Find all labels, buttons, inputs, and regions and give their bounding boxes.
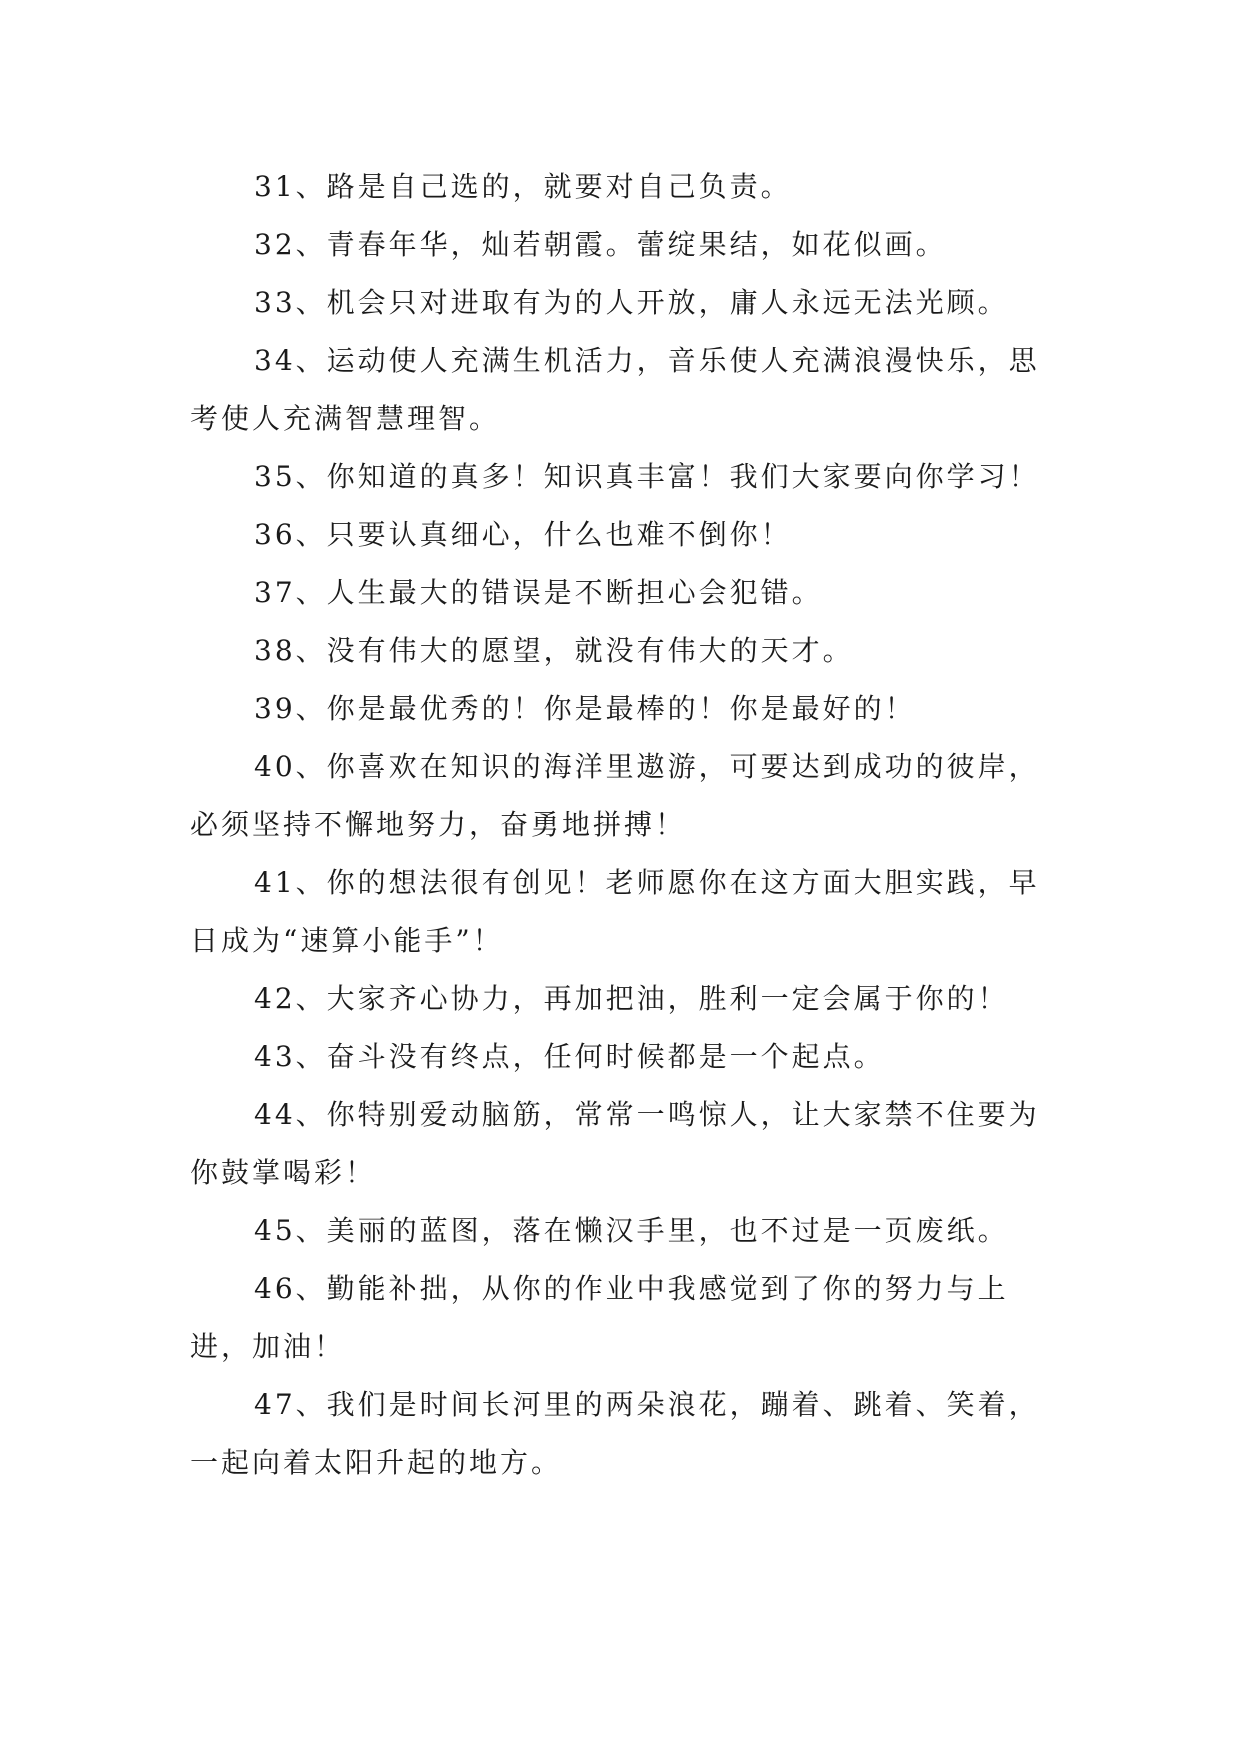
paragraph-45: 45、美丽的蓝图，落在懒汉手里，也不过是一页废纸。 [254, 1214, 1009, 1247]
paragraph-46: 46、勤能补拙，从你的作业中我感觉到了你的努力与上进，加油！ [190, 1272, 1009, 1363]
paragraph-35: 35、你知道的真多！知识真丰富！我们大家要向你学习！ [254, 460, 1040, 493]
paragraph-42: 42、大家齐心协力，再加把油，胜利一定会属于你的！ [254, 982, 1009, 1015]
document-body [190, 158, 1070, 1492]
paragraph-47: 47、我们是时间长河里的两朵浪花，蹦着、跳着、笑着，一起向着太阳升起的地方。 [190, 1388, 1040, 1479]
paragraph-37: 37、人生最大的错误是不断担心会犯错。 [254, 576, 823, 609]
paragraph-31: 31、路是自己选的，就要对自己负责。 [254, 170, 792, 203]
paragraph-32: 32、青春年华，灿若朝霞。蕾绽果结，如花似画。 [254, 228, 947, 261]
paragraph-38: 38、没有伟大的愿望，就没有伟大的天才。 [254, 634, 854, 667]
paragraph-34: 34、运动使人充满生机活力，音乐使人充满浪漫快乐，思考使人充满智慧理智。 [190, 344, 1040, 435]
paragraph-39: 39、你是最优秀的！你是最棒的！你是最好的！ [254, 692, 916, 725]
paragraph-41: 41、你的想法很有创见！老师愿你在这方面大胆实践，早日成为“速算小能手”！ [190, 866, 1040, 957]
paragraph-44: 44、你特别爱动脑筋，常常一鸣惊人，让大家禁不住要为你鼓掌喝彩！ [190, 1098, 1040, 1189]
paragraph-33: 33、机会只对进取有为的人开放，庸人永远无法光顾。 [254, 286, 1009, 319]
paragraph-40: 40、你喜欢在知识的海洋里遨游，可要达到成功的彼岸，必须坚持不懈地努力，奋勇地拼搏！ [190, 750, 1040, 841]
paragraph-36: 36、只要认真细心，什么也难不倒你！ [254, 518, 792, 551]
paragraph-43: 43、奋斗没有终点，任何时候都是一个起点。 [254, 1040, 885, 1073]
